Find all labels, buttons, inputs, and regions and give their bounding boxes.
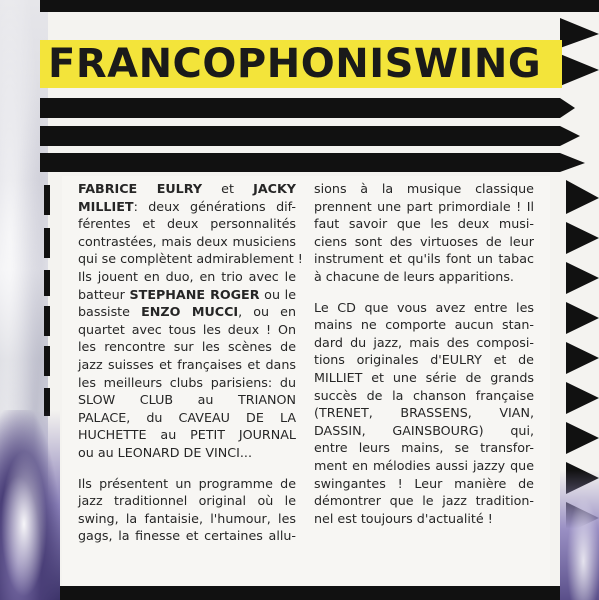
stripe-upper <box>40 126 580 146</box>
left-paragraph-2 <box>78 475 296 545</box>
text-line: succès de la chanson française <box>314 387 534 403</box>
text-line: sions à la musique classique <box>314 181 534 196</box>
text-fragment: : deux générations dif- <box>133 198 296 214</box>
text-line: gags, la finesse et certaines allu- <box>78 528 296 544</box>
text-line: faut savoir que les deux musi- <box>314 216 534 232</box>
text-line: PALACE, du CAVEAU DE LA <box>78 409 296 425</box>
stripe-title-lower <box>40 98 575 118</box>
artist-name: JACKY <box>253 181 296 196</box>
stripe-bottom <box>40 586 560 600</box>
text-fragment: ou le <box>259 286 297 302</box>
left-paragraph-1 <box>78 180 303 462</box>
text-line: Le CD que vous avez entre les <box>314 299 534 315</box>
musician-name: STEPHANE ROGER <box>129 286 260 302</box>
text-fragment: batteur <box>78 286 130 302</box>
text-line: DASSIN, GAINSBOURG) qui, <box>314 422 534 438</box>
text-line: les rencontre sur les scènes de <box>78 339 296 355</box>
right-paragraph-1 <box>314 180 534 286</box>
stripe-mid <box>40 153 585 172</box>
text-line: jazz suisses et françaises et dans <box>78 356 296 372</box>
text-line: férentes et deux personnalités <box>78 216 296 232</box>
text-line: nel est toujours d'actualité ! <box>314 510 493 526</box>
text-line: swing, la fantaisie, l'humour, les <box>78 510 296 526</box>
text-line: qui se complètent admirablement ! <box>78 251 303 267</box>
text-line: entre leurs mains, se transfor- <box>314 440 534 456</box>
text-line: ment en mélodies aussi jazzy que <box>314 457 534 473</box>
text-line: contrastées, mais deux musiciens <box>78 233 296 249</box>
artist-name: MILLIET <box>78 198 134 214</box>
text-line: mains ne comporte aucun stan- <box>314 317 534 333</box>
left-column <box>78 180 303 545</box>
text-line: prennent une part primordiale ! Il <box>314 198 534 214</box>
left-tabs <box>44 185 50 416</box>
text-line: quartet avec tous les deux ! On <box>78 321 296 337</box>
text-line: MILLIET et une série de grands <box>314 369 534 385</box>
text-line: jazz traditionnel original où le <box>78 493 296 509</box>
text-fragment: bassiste <box>78 304 142 320</box>
text-line: ou au LEONARD DE VINCI... <box>78 444 252 460</box>
text-line: swingantes ! Leur manière de <box>314 475 534 491</box>
musician-name: ENZO MUCCI <box>141 304 239 320</box>
text-line: dard du jazz, mais des composi- <box>314 334 534 350</box>
text-line: les meilleurs clubs parisiens: du <box>78 374 296 390</box>
text-line: tions originales d'EULRY et de <box>314 352 534 368</box>
stripe-top <box>40 0 599 12</box>
text-line <box>78 198 296 216</box>
text-line: HUCHETTE au PETIT JOURNAL <box>78 427 296 443</box>
text-fragment: , ou en <box>238 304 296 320</box>
right-paragraph-2 <box>314 299 534 528</box>
text-line: Ils jouent en duo, en trio avec le <box>78 268 296 284</box>
text-line: démontrer que le jazz tradition- <box>314 493 534 509</box>
text-fragment: et <box>202 181 254 196</box>
text-line: Ils présentent un programme de <box>78 475 296 491</box>
right-column <box>314 180 534 527</box>
text-line: SLOW CLUB au TRIANON <box>78 392 296 408</box>
text-line: instrument et qu'ils font un tabac <box>314 251 534 267</box>
text-line <box>78 286 296 304</box>
page-title: FRANCOPHONISWING <box>48 41 542 87</box>
text-line <box>78 180 296 198</box>
text-line: à chacune de leurs apparitions. <box>314 268 514 284</box>
text-line <box>78 303 296 321</box>
text-line: (TRENET, BRASSENS, VIAN, <box>314 405 534 421</box>
text-line: ciens sont des virtuoses de leur <box>314 233 534 249</box>
lightning-art-left <box>0 410 60 600</box>
lightning-art-right <box>560 470 599 600</box>
artist-name: FABRICE EULRY <box>78 181 203 196</box>
